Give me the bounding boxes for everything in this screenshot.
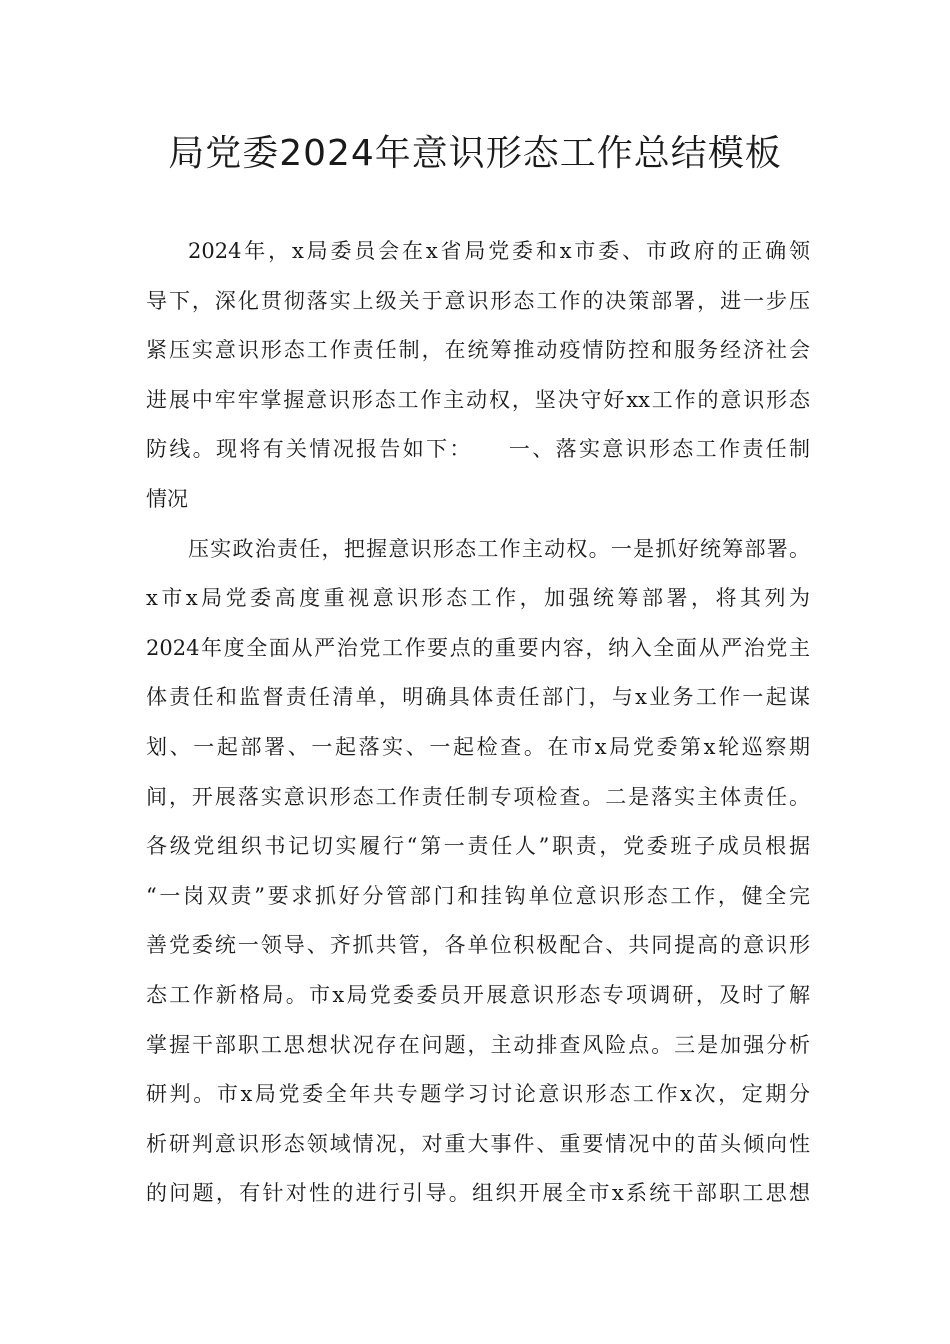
body-text-line: 掌握干部职工思想状况存在问题，主动排查风险点。三是加强分析 [146, 1032, 810, 1057]
body-text-line: 各级党组织书记切实履行“第一责任人”职责，党委班子成员根据 [146, 834, 810, 859]
body-text-line: 压实政治责任，把握意识形态工作主动权。一是抓好统筹部署。 [188, 536, 810, 561]
body-text-line: 间，开展落实意识形态工作责任制专项检查。二是落实主体责任。 [146, 784, 810, 809]
body-text-line: 紧压实意识形态工作责任制，在统筹推动疫情防控和服务经济社会 [146, 338, 810, 363]
body-text-line: 2024年，x局委员会在x省局党委和x市委、市政府的正确领 [188, 239, 810, 263]
body-text-line: 防线。现将有关情况报告如下： 一、落实意识形态工作责任制 [146, 437, 810, 462]
body-text-line: “一岗双责”要求抓好分管部门和挂钩单位意识形态工作，健全完 [146, 883, 810, 908]
body-text-line: 划、一起部署、一起落实、一起检查。在市x局党委第x轮巡察期 [146, 734, 810, 759]
body-text-line: 情况 [146, 486, 188, 511]
document-title: 局党委2024年意识形态工作总结模板 [168, 133, 782, 174]
body-text-line: 善党委统一领导、齐抓共管，各单位积极配合、共同提高的意识形 [146, 933, 810, 958]
body-text-line: 进展中牢牢掌握意识形态工作主动权，坚决守好xx工作的意识形态 [146, 387, 810, 412]
body-text-line: 态工作新格局。市x局党委委员开展意识形态专项调研，及时了解 [146, 982, 810, 1007]
document-body [146, 227, 810, 1219]
body-text-line: 研判。市x局党委全年共专题学习讨论意识形态工作x次，定期分 [146, 1082, 810, 1107]
body-text-line: 体责任和监督责任清单，明确具体责任部门，与x业务工作一起谋 [146, 685, 810, 710]
body-text-line: 的问题，有针对性的进行引导。组织开展全市x系统干部职工思想 [146, 1181, 810, 1206]
body-text-line: 2024年度全面从严治党工作要点的重要内容，纳入全面从严治党主 [146, 635, 810, 660]
body-text-line: x市x局党委高度重视意识形态工作，加强统筹部署，将其列为 [146, 586, 810, 611]
body-text-line: 导下，深化贯彻落实上级关于意识形态工作的决策部署，进一步压 [146, 288, 810, 313]
body-text-line: 析研判意识形态领域情况，对重大事件、重要情况中的苗头倾向性 [146, 1131, 810, 1156]
